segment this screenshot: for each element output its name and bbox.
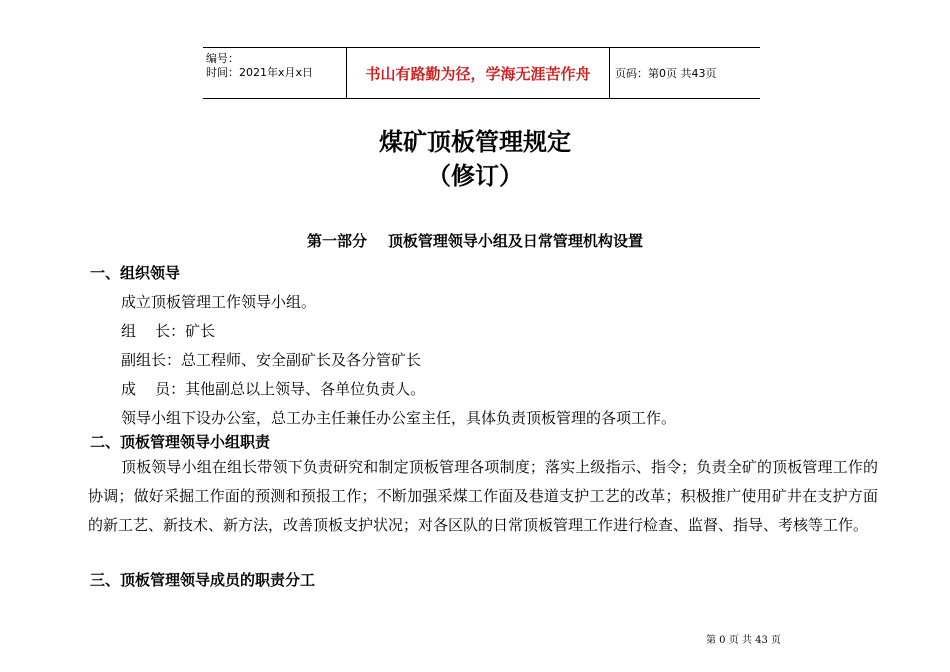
section-heading-3: 三、顶板管理领导成员的职责分工 [90, 571, 316, 589]
header-page-info: 页码：第0页 共43页 [615, 67, 717, 80]
section-1-line-5: 领导小组下设办公室，总工办主任兼任办公室主任，具体负责顶板管理的各项工作。 [121, 409, 677, 427]
number-label: 编号： [206, 52, 239, 65]
section-heading-1: 一、组织领导 [90, 264, 181, 282]
section-1-line-2: 组 长：矿长 [121, 322, 216, 340]
document-subtitle: （修订） [427, 162, 523, 190]
section-1-line-4: 成 员：其他副总以上领导、各单位负责人。 [121, 380, 426, 398]
section-2-paragraph: 顶板领导小组在组长带领下负责研究和制定顶板管理各项制度；落实上级指示、指令；负责全矿的顶板管理工作的协调；做好采掘工作面的预测和预报工作；不断加强采煤工作面及巷道支护工艺的改革；积极推广使用矿井在支护方面的新工艺、新技术、新方法，改善顶板支护状况；对各区队的日常顶板管理工作进行检查、监督、指导、考核等工作。 [88, 458, 878, 534]
document-title: 煤矿顶板管理规定 [379, 128, 571, 156]
document-header [203, 47, 760, 99]
header-meta [203, 48, 347, 98]
section-1-line-3: 副组长：总工程师、安全副矿长及各分管矿长 [121, 351, 422, 369]
section-heading-2: 二、顶板管理领导小组职责 [90, 433, 271, 451]
section-1-line-1: 成立顶板管理工作领导小组。 [121, 293, 317, 311]
part-title: 第一部分 顶板管理领导小组及日常管理机构设置 [307, 232, 643, 250]
page-footer: 第 0 页 共 43 页 [706, 635, 781, 646]
header-motto: 书山有路勤为径，学海无涯苦作舟 [347, 48, 610, 98]
time-line: 时间：2021年x月x日 [206, 66, 314, 79]
